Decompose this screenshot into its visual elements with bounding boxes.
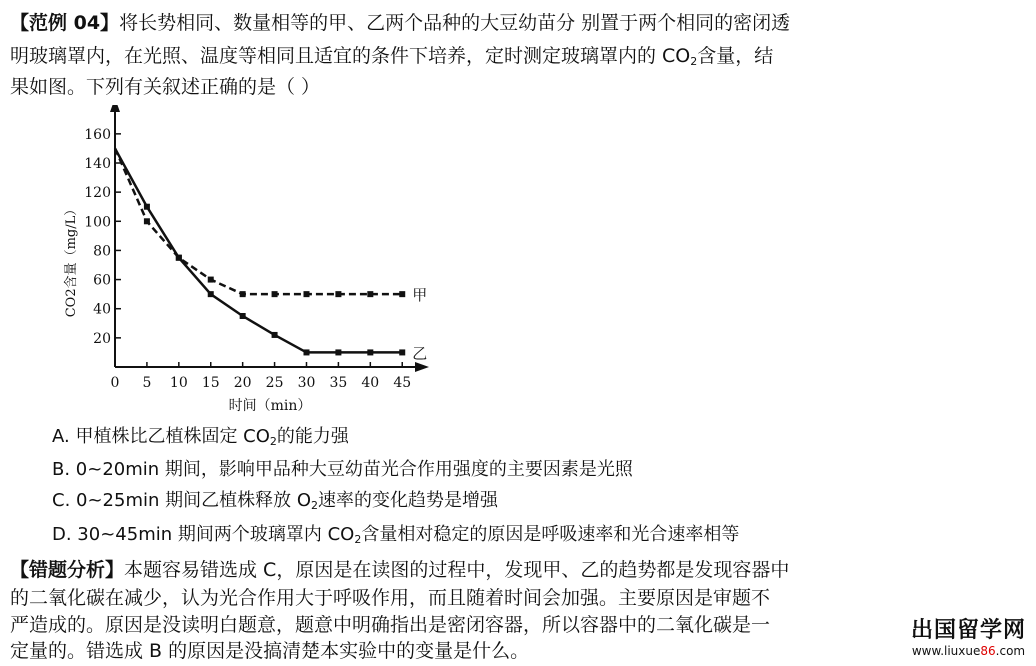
data-point <box>367 349 373 355</box>
y-tick-label: 20 <box>93 330 111 347</box>
analysis-line-2 <box>10 585 770 611</box>
option-d <box>52 523 739 552</box>
x-tick-label: 25 <box>265 375 284 391</box>
y-axis-label: CO2含量（mg/L） <box>64 202 79 318</box>
option-d-text: D. 30~45min 期间两个玻璃罩内 CO <box>52 524 355 545</box>
question-line-3 <box>10 74 320 100</box>
watermark-title: 出国留学网 <box>910 618 1026 643</box>
option-a-sub: 2 <box>269 435 277 448</box>
data-point <box>176 255 182 261</box>
y-tick-label: 100 <box>84 214 111 231</box>
x-tick-label: 20 <box>233 375 252 391</box>
x-tick-label: 30 <box>297 375 316 391</box>
question-line-2 <box>10 43 773 75</box>
option-b-text: B. 0~20min 期间，影响甲品种大豆幼苗光合作用强度的主要因素是光照 <box>52 459 633 480</box>
data-point <box>208 291 214 297</box>
question-text-3: 果如图。下列有关叙述正确的是（ ） <box>10 76 321 98</box>
question-text-1: 将长势相同、数量相等的甲、乙两个品种的大豆幼苗分 别置于两个相同的密闭透 <box>119 12 791 34</box>
x-tick-label: 0 <box>110 375 120 391</box>
data-point <box>272 291 278 297</box>
y-tick-label: 60 <box>93 272 111 289</box>
analysis-line-3 <box>10 612 770 638</box>
analysis-text-3: 严造成的。原因是没读明白题意，题意中明确指出是密闭容器，所以容器中的二氧化碳是一 <box>10 614 771 636</box>
analysis-text-1: 本题容易错选成 C，原因是在读图的过程中，发现甲、乙的趋势都是发现容器中 <box>124 559 790 581</box>
x-tick-label: 45 <box>393 375 412 391</box>
analysis-text-4: 定量的。错选成 B 的原因是没搞清楚本实验中的变量是什么。 <box>10 640 530 662</box>
data-point <box>272 332 278 338</box>
option-d-tail: 含量相对稳定的原因是呼吸速率和光合速率相等 <box>361 524 740 545</box>
data-point <box>303 349 309 355</box>
question-line-1 <box>10 10 790 36</box>
option-a <box>52 425 349 454</box>
example-tag: 【范例 04】 <box>10 12 120 34</box>
question-text-2b: 含量，结 <box>697 45 774 67</box>
analysis-tag: 【错题分析】 <box>10 559 125 581</box>
data-point <box>240 291 246 297</box>
subscript-2: 2 <box>690 55 698 68</box>
question-text-2a: 明玻璃罩内，在光照、温度等相同且适宜的条件下培养，定时测定玻璃罩内的 CO <box>10 45 691 67</box>
y-axis-arrow <box>110 105 120 112</box>
y-tick-label: 120 <box>84 185 111 202</box>
x-tick-label: 10 <box>169 375 188 391</box>
data-point <box>144 204 150 210</box>
analysis-line-4 <box>10 638 529 664</box>
data-point <box>335 291 341 297</box>
co2-chart <box>55 105 435 420</box>
series-label-2: 乙 <box>412 344 428 363</box>
option-b <box>52 458 633 482</box>
y-tick-label: 160 <box>84 126 111 143</box>
x-tick-label: 15 <box>201 375 220 391</box>
option-a-text: A. 甲植株比乙植株固定 CO <box>52 426 270 447</box>
y-tick-label: 80 <box>93 243 111 260</box>
x-axis-arrow <box>415 362 429 372</box>
option-c-text: C. 0~25min 期间乙植株释放 O <box>52 490 312 511</box>
data-point <box>399 291 405 297</box>
series-line-1 <box>115 148 402 294</box>
x-tick-label: 5 <box>142 375 152 391</box>
option-c <box>52 489 498 518</box>
x-axis-label: 时间（min） <box>228 398 312 414</box>
x-tick-label: 35 <box>329 375 348 391</box>
series-line-2 <box>115 148 402 352</box>
series-label-1: 甲 <box>412 286 428 305</box>
data-point <box>367 291 373 297</box>
watermark-url-a: www.liuxue <box>911 644 981 658</box>
chart-series <box>115 148 427 362</box>
data-point <box>399 349 405 355</box>
watermark-url-b: 86 <box>980 644 996 658</box>
x-tick-label: 40 <box>361 375 380 391</box>
y-tick-label: 140 <box>84 156 111 172</box>
y-tick-label: 40 <box>93 301 111 318</box>
data-point <box>144 218 150 224</box>
analysis-text-2: 的二氧化碳在减少，认为光合作用大于呼吸作用，而且随着时间会加强。主要原因是审题不 <box>10 587 771 609</box>
data-point <box>208 277 214 283</box>
watermark-url-c: .com <box>995 644 1026 658</box>
site-watermark <box>911 613 1026 658</box>
option-d-sub: 2 <box>354 533 362 546</box>
option-c-sub: 2 <box>311 499 319 512</box>
data-point <box>335 349 341 355</box>
data-point <box>303 291 309 297</box>
data-point <box>240 313 246 319</box>
option-c-tail: 速率的变化趋势是增强 <box>318 490 499 511</box>
option-a-tail: 的能力强 <box>276 426 349 447</box>
watermark-url <box>911 644 1026 658</box>
analysis-line-1 <box>10 557 789 583</box>
